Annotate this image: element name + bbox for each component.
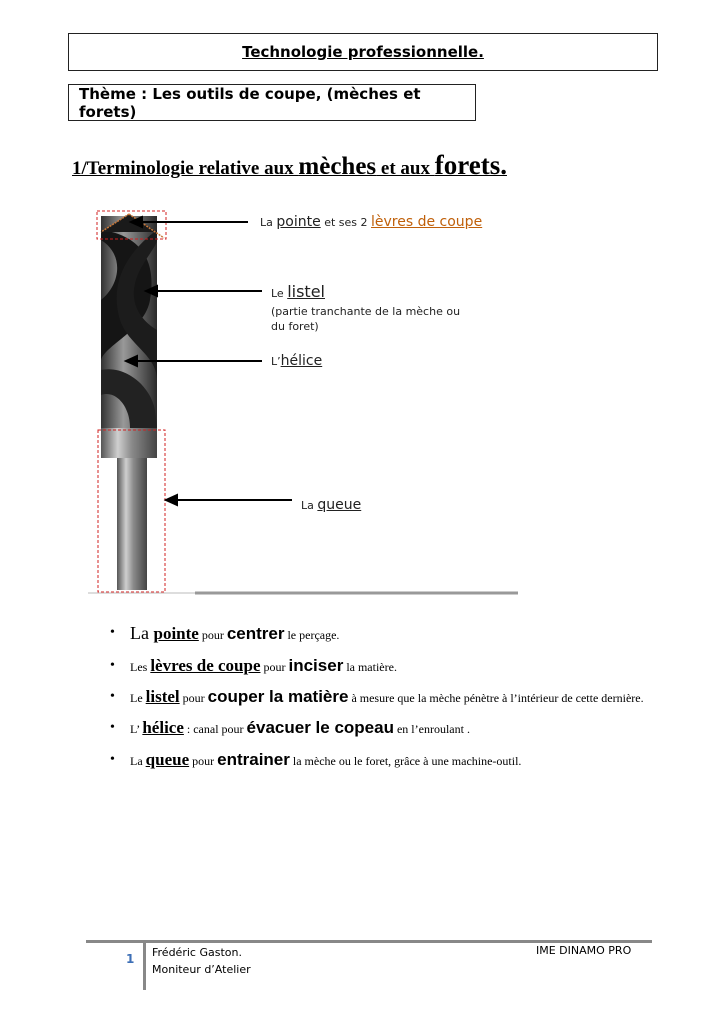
section-heading (72, 150, 507, 181)
heading-forets: forets. (434, 150, 507, 180)
tip-highlight-box (97, 211, 166, 239)
helix-flute-2 (117, 230, 157, 380)
page-number: 1 (126, 952, 135, 966)
label-listel-note: (partie tranchante de la mèche ou du foret) (271, 305, 461, 333)
list-item: • La queue pour entrainer la mèche ou le foret, grâce à une machine-outil. (110, 749, 680, 772)
theme-box (68, 84, 476, 121)
label-listel: Le listel (271, 282, 325, 301)
footer-vertical-rule (143, 940, 146, 990)
heading-prefix: 1/Terminologie relative aux (72, 158, 299, 179)
drill-body (101, 216, 157, 428)
list-item: • Le listel pour couper la matière à mesure que la mèche pénètre à l’intérieur de cette dernière. (110, 687, 680, 708)
document-title: Technologie professionnelle. (242, 43, 484, 61)
drill-collar (101, 428, 157, 458)
footer-organization: IME DINAMO PRO (536, 944, 632, 957)
label-pointe: La pointe et ses 2 lèvres de coupe (260, 214, 483, 230)
list-item: • La pointe pour centrer le perçage. (110, 622, 680, 646)
label-helice: L’hélice (271, 353, 323, 369)
helix-flute-1 (101, 230, 152, 360)
list-item: • L’ hélice : canal pour évacuer le copeau en l’enroulant . (110, 717, 680, 740)
shank-highlight-box (98, 430, 165, 592)
heading-meches: mèches (298, 153, 377, 180)
footer-author (152, 944, 251, 978)
author-role: Moniteur d’Atelier (152, 963, 251, 976)
bullet-list (110, 622, 680, 781)
label-queue: La queue (301, 497, 362, 513)
drill-tip (101, 214, 157, 232)
author-name: Frédéric Gaston. (152, 946, 242, 959)
theme-text: Thème : Les outils de coupe, (mèches et forets) (79, 84, 421, 121)
list-item: • Les lèvres de coupe pour inciser la matière. (110, 655, 680, 678)
footer-rule (86, 940, 652, 943)
helix-flute-3 (101, 369, 157, 428)
document-title-box (68, 33, 658, 71)
heading-middle: et aux (376, 158, 435, 179)
drill-shank (117, 458, 147, 590)
